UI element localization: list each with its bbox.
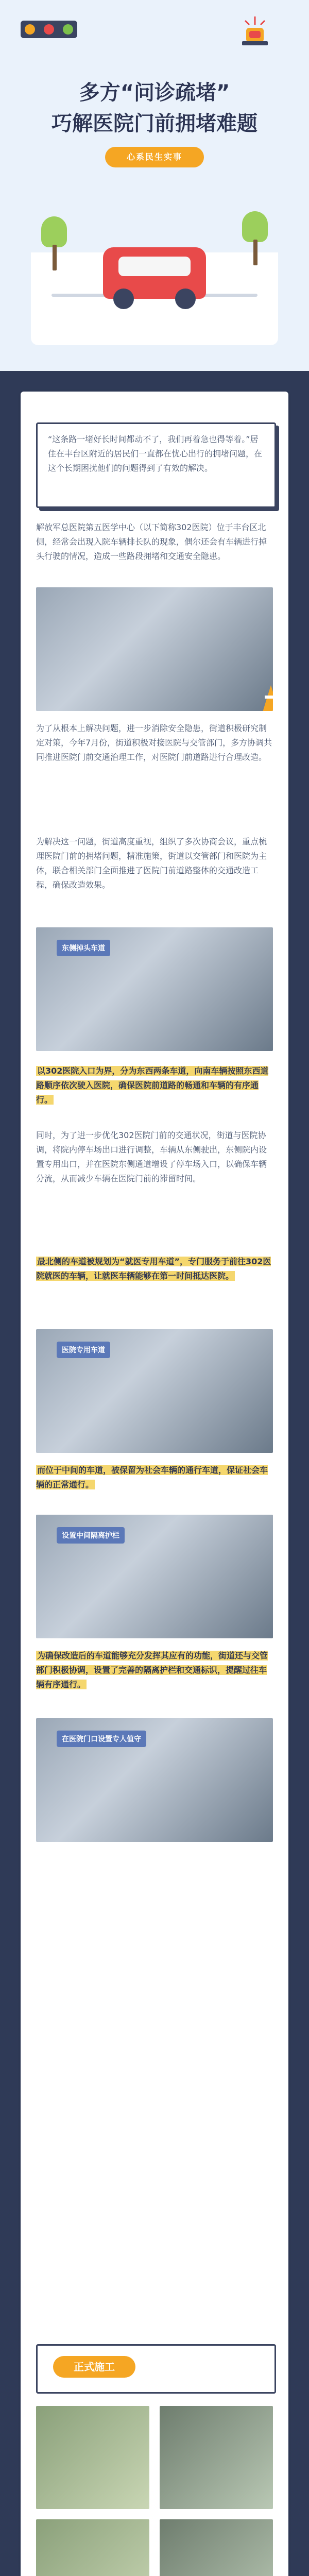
tree-icon: [237, 211, 273, 273]
photo-label: 在医院门口设置专人值守: [57, 1731, 146, 1747]
section-banner: [36, 2344, 276, 2394]
tag-badge: 心系民生实事: [105, 147, 204, 167]
section-tag: 正式施工: [53, 2356, 135, 2378]
grid-image: [160, 2519, 273, 2576]
title-line-1: 多方“问诊疏堵”: [79, 81, 230, 105]
grid-image: [36, 2519, 149, 2576]
highlight-text: 以302医院入口为界，分为东西两条车道，向南车辆按照东西道路顺序依次驶入医院，确保医院前道路的畅通和车辆的有序通行。: [36, 1066, 269, 1105]
paragraph-2: 为了从根本上解决问题，进一步消除安全隐患，街道积极研究制定对策，今年7月份，街道积极对接医院与交管部门，多方协调共同推进医院门前交通治理工作，对医院门前道路进行合理改造。: [36, 723, 272, 762]
traffic-light-green: [63, 24, 73, 35]
traffic-light-red: [44, 24, 54, 35]
photo-2: [36, 927, 273, 1051]
grid-image: [160, 2406, 273, 2509]
intro-text: “这条路一堵好长时间都动不了，我们再着急也得等着。”居住在丰台区附近的居民们一直都在忧心出行的拥堵问题，在这个长期困扰他们的问题得到了有效的解决。: [48, 434, 263, 473]
highlight-3: [36, 1463, 273, 1492]
highlight-text: 最北侧的车道被规划为“就医专用车道”，专门服务于前往302医院就医的车辆，让就医车辆能够在第一时间抵达医院。: [36, 1257, 271, 1281]
title-line-2: 巧解医院门前拥堵难题: [52, 112, 258, 135]
traffic-cone-icon: [261, 685, 273, 711]
grid-image: [36, 2406, 149, 2509]
photo-label: 医院专用车道: [57, 1342, 110, 1358]
car-icon: [103, 247, 206, 299]
page-title: [31, 77, 278, 139]
photo-3: [36, 1329, 273, 1453]
tree-icon: [36, 216, 72, 278]
highlight-text: 而位于中间的车道，被保留为社会车辆的通行车道，保证社会车辆的正常通行。: [36, 1465, 268, 1489]
paragraph-1: 解放军总医院第五医学中心（以下简称302医院）位于丰台区北侧，经常会出现入院车辆排长队的现象，偶尔还会有车辆进行掉头行驶的情况，造成一些路段拥堵和交通安全隐患。: [36, 522, 267, 561]
traffic-light-icon: [21, 21, 77, 38]
highlight-1: [36, 1064, 273, 1107]
siren-icon: [242, 15, 268, 46]
photo-1: [36, 587, 273, 711]
highlight-text: 为确保改造后的车道能够充分发挥其应有的功能，街道还与交管部门积极协调，设置了完善的隔离护栏和交通标识，提醒过往车辆有序通行。: [36, 1651, 268, 1689]
photo-label: 东侧掉头车道: [57, 940, 110, 956]
photo-label: 设置中间隔离护栏: [57, 1527, 125, 1544]
highlight-2: [36, 1255, 273, 1283]
image-grid: [36, 2519, 273, 2576]
photo-5: [36, 1718, 273, 1842]
intro-box: [36, 422, 276, 508]
traffic-light-amber: [25, 24, 35, 35]
highlight-4: [36, 1649, 273, 1692]
paragraph-3: 为解决这一问题，街道高度重视，组织了多次协商会议，重点梳理医院门前的拥堵问题，精准施策，街道以交管部门和医院为主体，联合相关部门全面推进了医院门前道路整体的交通改造工程，确保改造效果。: [36, 837, 267, 890]
image-grid: [36, 2406, 273, 2509]
header-illustration: [31, 185, 278, 345]
paragraph-4: 同时，为了进一步优化302医院门前的交通状况，街道与医院协调，将院内停车场出口进行调整，车辆从东侧驶出，东侧院内设置专用出口，并在医院东侧通道增设了停车场入口，以确保车辆分流，从而减少车辆在医院门前的滞留时间。: [36, 1130, 267, 1183]
header: [0, 0, 309, 371]
photo-4: [36, 1515, 273, 1638]
